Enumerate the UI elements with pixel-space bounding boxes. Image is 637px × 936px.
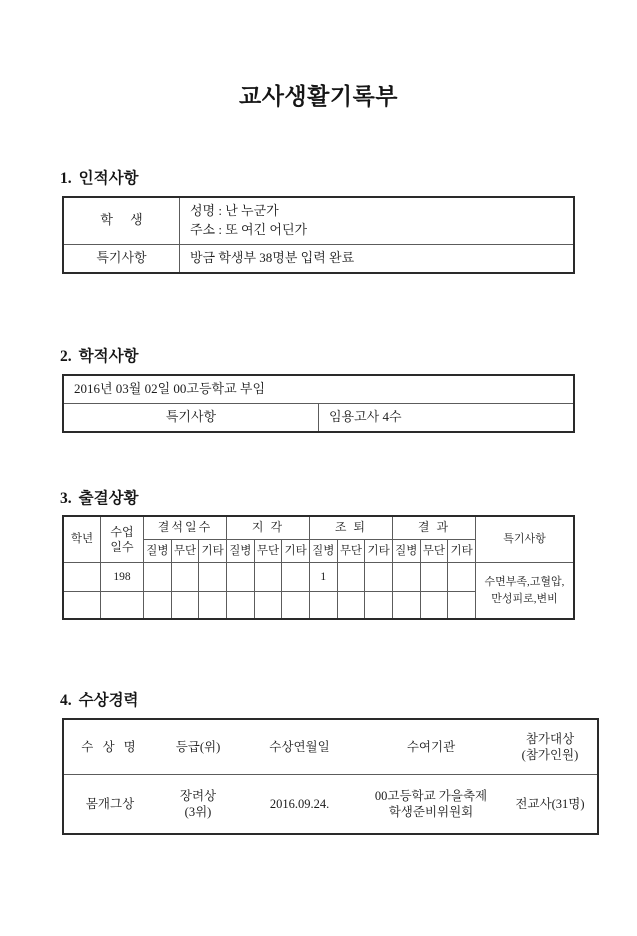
section-title-1: 인적사항 (78, 170, 139, 187)
personal-label-student: 학 생 (63, 197, 180, 244)
attendance-note-line2: 만성피로,변비 (491, 592, 558, 605)
awards-rank-line1: 장려상 (179, 788, 217, 803)
attendance-cell-early-illness: 1 (309, 563, 337, 592)
personal-label-note: 특기사항 (63, 244, 180, 272)
awards-cell-name: 몸개그상 (85, 796, 135, 811)
attendance-cell-result-illness-2 (392, 592, 420, 620)
attendance-group-late: 지 각 (226, 516, 309, 540)
academic-info-table (62, 374, 575, 433)
section-heading-personal (60, 166, 139, 188)
attendance-sub-late-illness: 질병 (226, 540, 254, 563)
awards-header-organization: 수여기관 (359, 719, 503, 775)
attendance-cell-absence-other (199, 563, 227, 592)
attendance-sub-late-other: 기타 (282, 540, 310, 563)
attendance-cell-early-illness-2 (309, 592, 337, 620)
attendance-cell-late-other-2 (282, 592, 310, 620)
table-row (63, 403, 574, 431)
academic-label-note: 특기사항 (63, 403, 319, 431)
attendance-cell-grade (63, 563, 101, 592)
table-row (63, 775, 598, 835)
awards-org-line2: 학생준비위원회 (388, 805, 474, 819)
attendance-cell-early-unexcused-2 (337, 592, 365, 620)
attendance-cell-result-unexcused (420, 563, 448, 592)
attendance-sub-early-other: 기타 (365, 540, 393, 563)
awards-header-date: 수상연월일 (240, 719, 359, 775)
attendance-header-grade: 학년 (63, 516, 101, 563)
section-number-1: 1. (60, 170, 72, 187)
attendance-cell-late-illness (226, 563, 254, 592)
attendance-cell-result-illness (392, 563, 420, 592)
attendance-sub-absence-unexcused: 무단 (171, 540, 199, 563)
table-row (63, 197, 574, 244)
awards-header-name: 수 상 명 (63, 719, 156, 775)
attendance-cell-class-days-2 (101, 592, 144, 620)
attendance-group-result: 결 과 (392, 516, 475, 540)
attendance-cell-late-illness-2 (226, 592, 254, 620)
attendance-header-note: 특기사항 (476, 516, 575, 563)
class-days-line2: 일수 (110, 539, 134, 554)
attendance-table (62, 515, 575, 620)
attendance-sub-result-other: 기타 (448, 540, 476, 563)
awards-cell-rank (156, 775, 240, 835)
attendance-group-absence: 결석일수 (144, 516, 227, 540)
attendance-cell-late-other (282, 563, 310, 592)
attendance-group-early-leave: 조 퇴 (309, 516, 392, 540)
awards-header-target-line2: (참가인원) (521, 748, 579, 762)
table-row (63, 244, 574, 272)
attendance-sub-result-illness: 질병 (392, 540, 420, 563)
personal-info-table (62, 196, 575, 274)
attendance-header-class-days (101, 516, 144, 563)
awards-table (62, 718, 599, 835)
attendance-sub-absence-other: 기타 (199, 540, 227, 563)
attendance-note-line1: 수면부족,고혈압, (484, 576, 565, 588)
attendance-cell-early-other-2 (365, 592, 393, 620)
attendance-sub-early-illness: 질병 (309, 540, 337, 563)
attendance-sub-late-unexcused: 무단 (254, 540, 282, 563)
table-header-row (63, 719, 598, 775)
section-number-3: 3. (60, 490, 72, 507)
attendance-cell-late-unexcused (254, 563, 282, 592)
attendance-cell-absence-illness (144, 563, 172, 592)
document-title: 교사생활기록부 (238, 84, 399, 109)
awards-cell-target: 전교사(31명) (515, 796, 585, 811)
awards-cell-organization (359, 775, 503, 835)
section-title-3: 출결상황 (78, 490, 139, 507)
section-heading-awards (60, 688, 139, 710)
table-header-row-groups (63, 516, 574, 540)
awards-rank-line2: (3위) (184, 805, 212, 819)
class-days-line1: 수업 (110, 524, 134, 539)
personal-student-details (180, 197, 575, 244)
section-title-2: 학적사항 (78, 348, 139, 365)
awards-cell-date: 2016.09.24. (269, 796, 330, 811)
attendance-cell-late-unexcused-2 (254, 592, 282, 620)
personal-note-value: 방금 학생부 38명분 입력 완료 (180, 244, 575, 272)
section-number-4: 4. (60, 692, 72, 709)
table-row (63, 375, 574, 403)
awards-header-target-line1: 참가대상 (525, 731, 575, 746)
attendance-sub-absence-illness: 질병 (144, 540, 172, 563)
attendance-cell-grade-2 (63, 592, 101, 620)
attendance-cell-class-days: 198 (101, 563, 144, 592)
attendance-sub-early-unexcused: 무단 (337, 540, 365, 563)
attendance-cell-early-other (365, 563, 393, 592)
attendance-cell-early-unexcused (337, 563, 365, 592)
attendance-cell-absence-unexcused (171, 563, 199, 592)
attendance-sub-result-unexcused: 무단 (420, 540, 448, 563)
attendance-cell-absence-other-2 (199, 592, 227, 620)
awards-header-target (503, 719, 598, 775)
section-heading-academic (60, 344, 139, 366)
academic-appointment-text: 2016년 03월 02일 00고등학교 부임 (63, 375, 574, 403)
attendance-cell-absence-unexcused-2 (171, 592, 199, 620)
section-heading-attendance (60, 486, 139, 508)
attendance-cell-note (476, 563, 575, 620)
student-name-line: 성명 : 난 누군가 (190, 203, 279, 218)
attendance-cell-result-unexcused-2 (420, 592, 448, 620)
attendance-cell-result-other (448, 563, 476, 592)
table-row (63, 563, 574, 592)
section-number-2: 2. (60, 348, 72, 365)
attendance-cell-result-other-2 (448, 592, 476, 620)
awards-header-rank: 등급(위) (156, 719, 240, 775)
awards-org-line1: 00고등학교 가을축제 (374, 788, 488, 803)
academic-note-value: 임용고사 4수 (319, 403, 575, 431)
student-address-line: 주소 : 또 여긴 어딘가 (190, 221, 308, 237)
section-title-4: 수상경력 (78, 692, 139, 709)
attendance-cell-absence-illness-2 (144, 592, 172, 620)
